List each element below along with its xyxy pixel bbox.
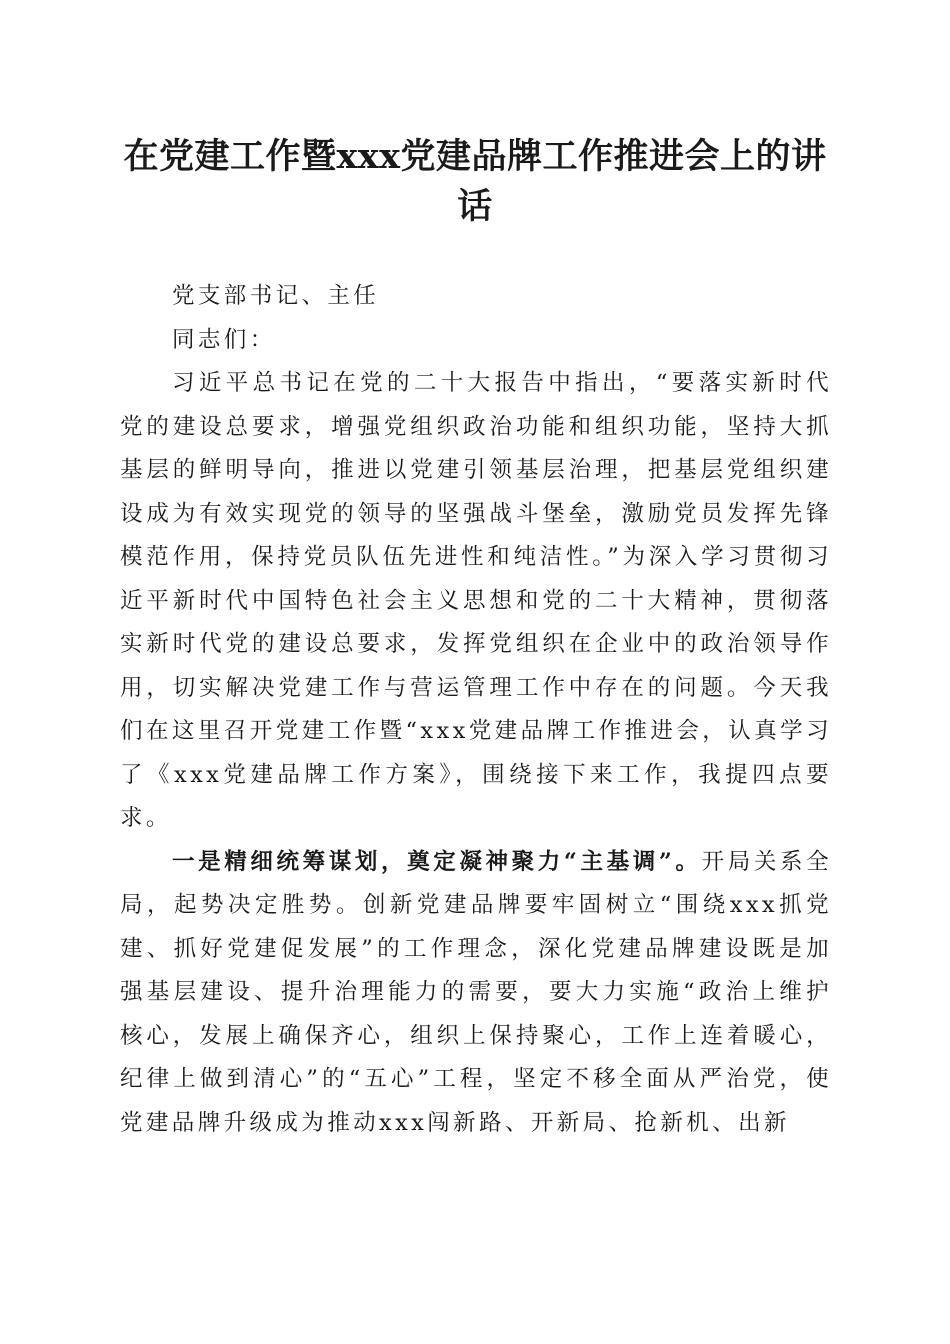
body-paragraph: 习近平总书记在党的二十大报告中指出，“要落实新时代党的建设总要求，增强党组织政治功能和组织功能，坚持大抓基层的鲜明导向，推进以党建引领基层治理，把基层党组织建设成为有效实现党的领导的坚强战斗堡垒，激励党员发挥先锋模范作用，保持党员队伍先进性和纯洁性。”为深入学习贯彻习近平新时代中国特色社会主义思想和党的二十大精神，贯彻落实新时代党的建设总要求，发挥党组织在企业中的政治领导作用，切实解决党建工作与营运管理工作中存在的问题。今天我们在这里召开党建工作暨“xxx党建品牌工作推进会，认真学习了《xxx党建品牌工作方案》，围绕接下来工作，我提四点要求。 — [120, 370, 832, 831]
document-title: 在党建工作暨xxx党建品牌工作推进会上的讲话 — [123, 136, 827, 227]
document-body — [120, 275, 832, 1145]
salutation-line: 党支部书记、主任 — [172, 283, 380, 309]
point-text: 开局关系全局，起势决定胜势。创新党建品牌要牢固树立“围绕xxx抓党建、抓好党建促发展”的工作理念，深化党建品牌建设既是加强基层建设、提升治理能力的需要，要大力实施“政治上维护核心，发展上确保齐心，组织上保持聚心，工作上连着暖心，纪律上做到清心”的“五心”工程，坚定不移全面从严治党，使党建品牌升级成为推动xxx闯新路、开新局、抢新机、出新 — [120, 848, 832, 1136]
point-heading: 一是精细统筹谋划，奠定凝神聚力“主基调”。 — [172, 848, 702, 875]
body-paragraph — [120, 841, 832, 1146]
salutation-line: 同志们： — [172, 326, 276, 353]
